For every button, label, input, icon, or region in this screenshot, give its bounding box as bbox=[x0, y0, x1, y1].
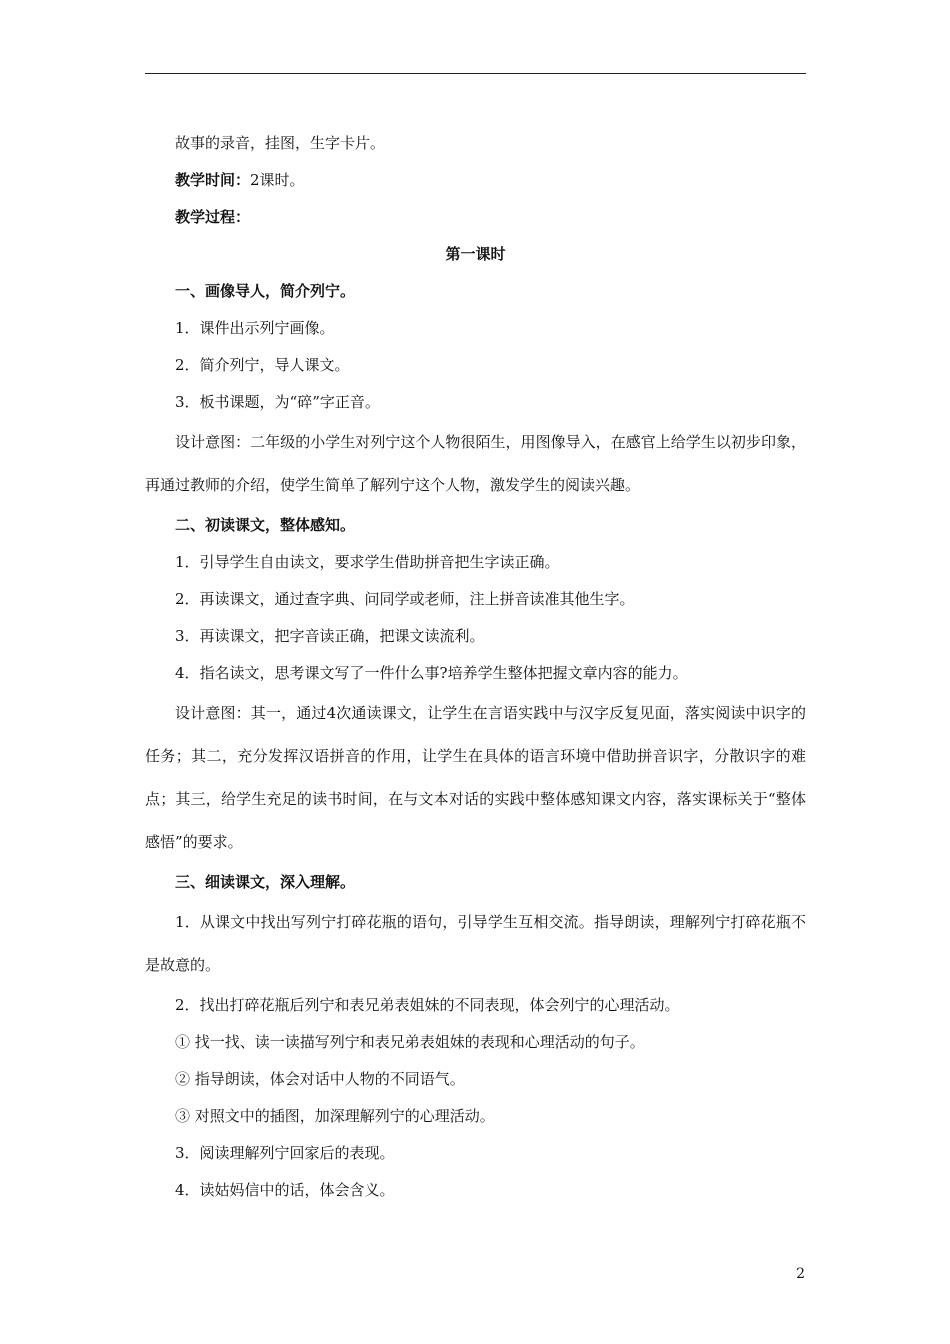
section-1-item-3: 3．板书课题，为“碎”字正音。 bbox=[175, 393, 380, 411]
teaching-time-value: 2课时。 bbox=[250, 171, 305, 189]
teaching-time-label: 教学时间： bbox=[175, 171, 251, 189]
page-number: 2 bbox=[796, 1266, 805, 1282]
materials-line: 故事的录音，挂图，生字卡片。 bbox=[175, 134, 386, 152]
section-3-item-2b: ② 指导朗读，体会对话中人物的不同语气。 bbox=[175, 1070, 465, 1088]
section-3-heading: 三、细读课文，深入理解。 bbox=[175, 873, 356, 891]
section-2-design-intent: 设计意图：其一，通过4次通读课文，让学生在言语实践中与汉字反复见面，落实阅读中识字的任务；其二，充分发挥汉语拼音的作用，让学生在具体的语言环境中借助拼音识字，分散识字的难点；其三，给学生充足的读书时间，在与文本对话的实践中整体感知课文内容，落实课标关于“整体感悟”的要求。 bbox=[145, 704, 806, 851]
section-3-item-2: 2．找出打碎花瓶后列宁和表兄弟表姐妹的不同表现，体会列宁的心理活动。 bbox=[175, 996, 680, 1014]
teaching-process-label: 教学过程： bbox=[175, 208, 251, 226]
document-body bbox=[145, 125, 806, 1209]
section-3-item-3: 3．阅读理解列宁回家后的表现。 bbox=[175, 1144, 395, 1162]
section-3-item-2a: ① 找一找、读一读描写列宁和表兄弟表姐妹的表现和心理活动的句子。 bbox=[175, 1033, 645, 1051]
section-2-item-1: 1．引导学生自由读文，要求学生借助拼音把生字读正确。 bbox=[175, 553, 560, 571]
section-1-item-1: 1．课件出示列宁画像。 bbox=[175, 319, 335, 337]
lesson-title: 第一课时 bbox=[445, 245, 506, 263]
section-3-item-4: 4．读姑妈信中的话，体会含义。 bbox=[175, 1181, 395, 1199]
section-2-item-3: 3．再读课文，把字音读正确，把课文读流利。 bbox=[175, 627, 485, 645]
teaching-time-line bbox=[145, 162, 806, 199]
section-2-item-2: 2．再读课文，通过查字典、问同学或老师，注上拼音读准其他生字。 bbox=[175, 590, 635, 608]
section-2-item-4: 4．指名读文，思考课文写了一件什么事?培养学生整体把握文章内容的能力。 bbox=[175, 664, 688, 682]
section-1-design-intent: 设计意图：二年级的小学生对列宁这个人物很陌生，用图像导入，在感官上给学生以初步印象，再通过教师的介绍，使学生简单了解列宁这个人物，激发学生的阅读兴趣。 bbox=[145, 433, 806, 494]
section-1-item-2: 2．简介列宁，导人课文。 bbox=[175, 356, 350, 374]
section-2-heading: 二、初读课文，整体感知。 bbox=[175, 516, 356, 534]
section-3-item-2c: ③ 对照文中的插图，加深理解列宁的心理活动。 bbox=[175, 1107, 495, 1125]
section-1-heading: 一、画像导人，简介列宁。 bbox=[175, 282, 356, 300]
section-3-item-1: 1．从课文中找出写列宁打碎花瓶的语句，引导学生互相交流。指导朗读，理解列宁打碎花瓶不是故意的。 bbox=[145, 913, 806, 974]
header-rule bbox=[145, 73, 806, 74]
